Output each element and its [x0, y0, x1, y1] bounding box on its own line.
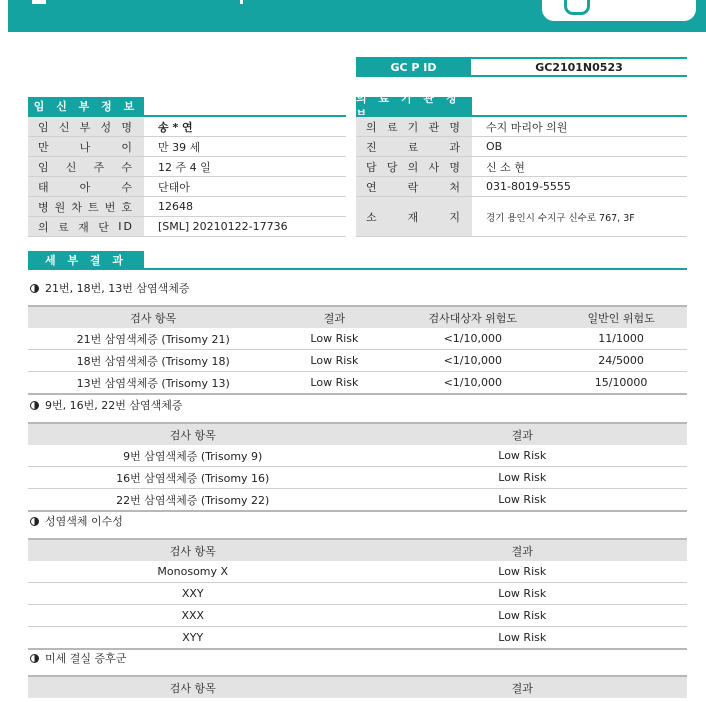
table-cell: 15/10000 [555, 372, 687, 395]
table-cell: Low Risk [358, 605, 688, 627]
hospital-info-value: 신 소 현 [486, 160, 525, 174]
table-cell: 9번 삼염색체증 (Trisomy 9) [28, 445, 358, 467]
patient-info-row [28, 177, 346, 197]
table-cell: Low Risk [278, 372, 390, 395]
table-cell: <1/10,000 [390, 328, 555, 350]
table-row [28, 350, 687, 372]
patient-info-row [28, 157, 346, 177]
patient-info-row [28, 137, 346, 157]
hospital-info-label: 소 재 지 [356, 197, 472, 236]
hospital-info-row [356, 177, 687, 197]
table-row [28, 372, 687, 395]
result-section-title [30, 650, 126, 666]
patient-info-table [28, 117, 346, 239]
report-header-banner [8, 0, 706, 32]
patient-info-value: 만 39 세 [158, 140, 201, 154]
patient-info-title: 임 신 부 정 보 [28, 97, 144, 115]
section-divider [28, 268, 687, 270]
result-section-label: 미세 결실 증후군 [45, 652, 127, 665]
table-cell: Low Risk [278, 350, 390, 372]
table-cell: Low Risk [358, 561, 688, 583]
table-cell: 24/5000 [555, 350, 687, 372]
table-header-cell: 검사대상자 위험도 [390, 306, 555, 328]
patient-info-label: 의 료 재 단 ID [28, 217, 144, 236]
results-title: 세 부 결 과 [28, 251, 144, 269]
half-circle-bullet-icon [30, 654, 39, 663]
hospital-info-table [356, 117, 687, 239]
table-cell: Monosomy X [28, 561, 358, 583]
patient-info-row [28, 217, 346, 237]
patient-info-label: 임 신 부 성 명 [28, 117, 144, 136]
patient-info-value: 송 * 연 [158, 120, 193, 134]
patient-info-label: 만 나 이 [28, 137, 144, 156]
table-cell: XYY [28, 627, 358, 650]
gcpid-label: GC P ID [356, 57, 471, 77]
table-header-row [28, 676, 687, 698]
result-section-title [30, 513, 123, 529]
hospital-info-value: 031-8019-5555 [486, 180, 571, 193]
table-cell: Low Risk [358, 489, 688, 512]
hospital-info-value: 경기 용인시 수지구 신수로 767, 3F [486, 212, 635, 224]
header-decoration [240, 0, 243, 4]
result-table [28, 422, 687, 512]
half-circle-bullet-icon [30, 517, 39, 526]
patient-info-row [28, 117, 346, 137]
hospital-info-label: 진 료 과 [356, 137, 472, 156]
half-circle-bullet-icon [30, 284, 39, 293]
table-header-cell: 검사 항목 [28, 306, 278, 328]
result-table [28, 675, 687, 698]
hospital-info-row [356, 197, 687, 237]
table-row [28, 561, 687, 583]
table-cell: 18번 삼염색체증 (Trisomy 18) [28, 350, 278, 372]
hospital-info-label: 연 락 처 [356, 177, 472, 196]
table-cell: <1/10,000 [390, 350, 555, 372]
table-cell: Low Risk [358, 445, 688, 467]
result-section-title [30, 280, 189, 296]
half-circle-bullet-icon [30, 401, 39, 410]
table-cell: <1/10,000 [390, 372, 555, 395]
table-header-cell: 검사 항목 [28, 539, 358, 561]
table-cell: 21번 삼염색체증 (Trisomy 21) [28, 328, 278, 350]
table-row [28, 627, 687, 650]
table-header-cell: 검사 항목 [28, 676, 358, 698]
patient-info-label: 임 신 주 수 [28, 157, 144, 176]
table-header-cell: 일반인 위험도 [555, 306, 687, 328]
result-table [28, 305, 687, 395]
patient-info-label: 병 원 차 트 번 호 [28, 197, 144, 216]
result-section-label: 성염색체 이수성 [45, 515, 123, 528]
patient-info-label: 태 아 수 [28, 177, 144, 196]
table-header-row [28, 306, 687, 328]
gcpid-value: GC2101N0523 [471, 57, 687, 77]
table-row [28, 445, 687, 467]
table-cell: Low Risk [358, 583, 688, 605]
brand-logo [542, 0, 696, 21]
logo-icon [564, 0, 590, 15]
table-row [28, 467, 687, 489]
table-cell: 22번 삼염색체증 (Trisomy 22) [28, 489, 358, 512]
table-cell: 16번 삼염색체증 (Trisomy 16) [28, 467, 358, 489]
patient-info-value: [SML] 20210122-17736 [158, 220, 288, 233]
table-cell: XXY [28, 583, 358, 605]
table-header-row [28, 539, 687, 561]
table-header-cell: 결과 [278, 306, 390, 328]
table-cell: 13번 삼염색체증 (Trisomy 13) [28, 372, 278, 395]
hospital-info-title: 의 료 기 관 정 [356, 97, 472, 115]
table-row [28, 328, 687, 350]
hospital-info-row [356, 157, 687, 177]
table-cell: Low Risk [358, 627, 688, 650]
table-row [28, 605, 687, 627]
table-header-cell: 결과 [358, 539, 688, 561]
hospital-info-label: 의 료 기 관 명 [356, 117, 472, 136]
table-row [28, 489, 687, 512]
result-section-title [30, 397, 182, 413]
result-table [28, 538, 687, 650]
patient-info-value: 12 주 4 일 [158, 160, 211, 174]
table-header-row [28, 423, 687, 445]
table-header-cell: 결과 [358, 423, 688, 445]
result-section-label: 21번, 18번, 13번 삼염색체증 [45, 282, 190, 295]
table-cell: Low Risk [358, 467, 688, 489]
hospital-info-value: 수지 마리아 의원 [486, 120, 568, 134]
table-header-cell: 검사 항목 [28, 423, 358, 445]
table-cell: Low Risk [278, 328, 390, 350]
table-cell: 11/1000 [555, 328, 687, 350]
table-cell: XXX [28, 605, 358, 627]
hospital-info-row [356, 137, 687, 157]
result-section-label: 9번, 16번, 22번 삼염색체증 [45, 399, 183, 412]
header-decoration [32, 0, 46, 4]
table-header-cell: 결과 [358, 676, 688, 698]
table-row [28, 583, 687, 605]
hospital-info-row [356, 117, 687, 137]
hospital-info-label: 담 당 의 사 명 [356, 157, 472, 176]
patient-info-value: 12648 [158, 200, 193, 213]
hospital-info-value: OB [486, 140, 503, 153]
patient-info-value: 단태아 [158, 180, 190, 194]
patient-info-row [28, 197, 346, 217]
